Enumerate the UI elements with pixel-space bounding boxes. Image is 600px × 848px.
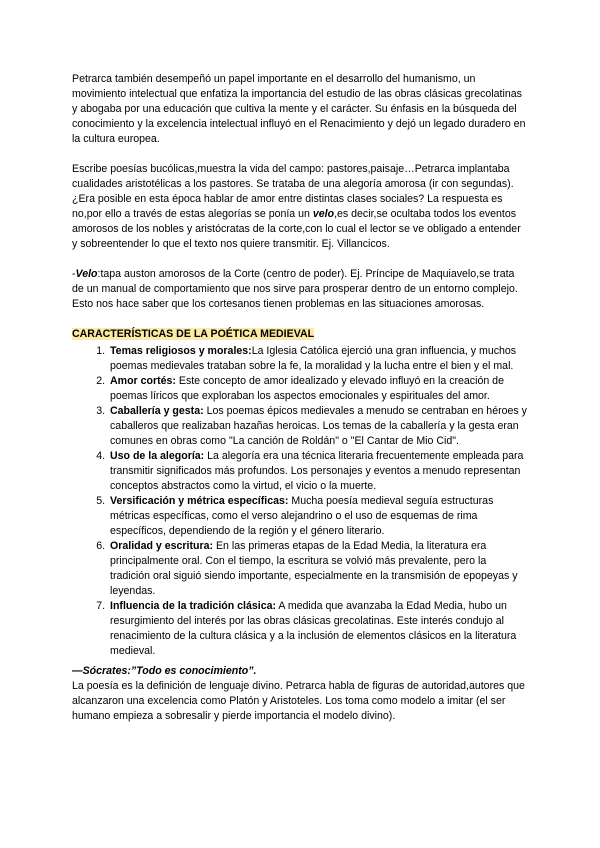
characteristics-list [72, 344, 528, 659]
socrates-quote: —Sócrates:”Todo es conocimiento”. [72, 665, 257, 677]
list-item-term: Temas religiosos y morales: [110, 345, 252, 357]
closing-paragraph: La poesía es la definición de lenguaje divino. Petrarca habla de figuras de autoridad,autores que alcanzaron una excelencia como Platón y Aristoteles. Los toma como modelo a imitar (el ser humano empieza a sobresalir y pierde importancia el modelo divino). [72, 680, 525, 722]
list-item-text: En las primeras etapas de la Edad Media, la literatura era principalmente oral. Con el tiempo, la escritura se volvió más prevalente, pero la tradición oral siguió siendo importante, especialmente en la transmisión de epopeyas y leyendas. [110, 540, 518, 597]
list-item [108, 494, 528, 539]
velo-emphasis: velo [312, 208, 335, 220]
velo-term: Velo [75, 268, 98, 280]
list-item [108, 404, 528, 449]
list-item-term: Oralidad y escritura: [110, 540, 214, 552]
list-item-text: Mucha poesía medieval seguía estructuras métricas específicas, como el verso alejandrino o el uso de esquemas de rima específicos, dependiendo de la región y el género literario. [110, 495, 494, 537]
list-item-text: A medida que avanzaba la Edad Media, hubo un resurgimiento del interés por las obras clásicas grecolatinas. Este interés condujo al renacimiento de la cultura clásica y a la inclusión de elementos clásicos en la literatura medieval. [110, 600, 517, 657]
list-item-term: Caballería y gesta: [110, 405, 204, 417]
section-heading: CARACTERÍSTICAS DE LA POÉTICA MEDIEVAL [72, 328, 315, 340]
intro-paragraph-velo [72, 267, 528, 312]
list-item-text: Este concepto de amor idealizado y elevado influyó en la creación de poemas líricos que exploraban los aspectos emocionales y espirituales del amor. [110, 375, 504, 402]
list-item [108, 374, 528, 404]
list-item [108, 449, 528, 494]
list-item-term: Uso de la alegoría: [110, 450, 205, 462]
velo-dash: - [72, 268, 76, 280]
intro-paragraph-humanism: Petrarca también desempeñó un papel importante en el desarrollo del humanismo, un movimiento intelectual que enfatiza la importancia del estudio de las obras clásicas grecolatinas y abogaba por una educación que cultiva la mente y el carácter. Su énfasis en la búsqueda del conocimiento y la excelencia intelectual influyó en el Renacimiento y dejó un legado duradero en la cultura europea. [72, 73, 526, 145]
list-item [108, 344, 528, 374]
intro-paragraph-bucolic [72, 162, 528, 252]
list-item-term: Influencia de la tradición clásica: [110, 600, 277, 612]
list-item-term: Amor cortés: [110, 375, 176, 387]
list-item-term: Versificación y métrica específicas: [110, 495, 289, 507]
list-item-text: La alegoría era una técnica literaria frecuentemente empleada para transmitir significados más profundos. Los personajes y eventos a menudo representan conceptos abstractos como la virtud, el vicio o la muerte. [110, 450, 524, 492]
list-item [108, 599, 528, 659]
list-item [108, 539, 528, 599]
velo-definition: :tapa auston amorosos de la Corte (centro de poder). Ej. Príncipe de Maquiavelo,se trata de un manual de comportamiento que nos sirve para prosperar dentro de un entorno complejo. Esto nos hace saber que los cortesanos tienen problemas en las situaciones amorosas. [72, 268, 518, 310]
bucolic-text-start: Escribe poesías bucólicas,muestra la vida del campo: pastores,paisaje…Petrarca implantaba cualidades aristotélicas a los pastores. Se trataba de una alegoría amorosa (ir con segundas). ¿Era posible en esta época hablar de amor entre distintas clases sociales? La respuesta es no,por ello a través de estas alegorías se ponía un [72, 163, 514, 220]
section-heading-wrap [72, 327, 528, 342]
list-item-text: Los poemas épicos medievales a menudo se centraban en héroes y caballeros que realizaban hazañas heroicas. Los temas de la caballería y la gesta eran comunes en obras como "La canción de Roldán" o "El Cantar de Mio Cid". [110, 405, 527, 447]
list-item-text: La Iglesia Católica ejerció una gran influencia, y muchos poemas medievales trataban sobre la fe, la moralidad y la lucha entre el bien y el mal. [110, 345, 517, 372]
bucolic-text-end: ,es decir,se ocultaba todos los eventos amorosos de los nobles y aristócratas de la corte,con lo cual el lector se ve obligado a entender y sobreentender lo que el texto nos quiere transmitir. Ej. Villancicos. [72, 208, 521, 250]
